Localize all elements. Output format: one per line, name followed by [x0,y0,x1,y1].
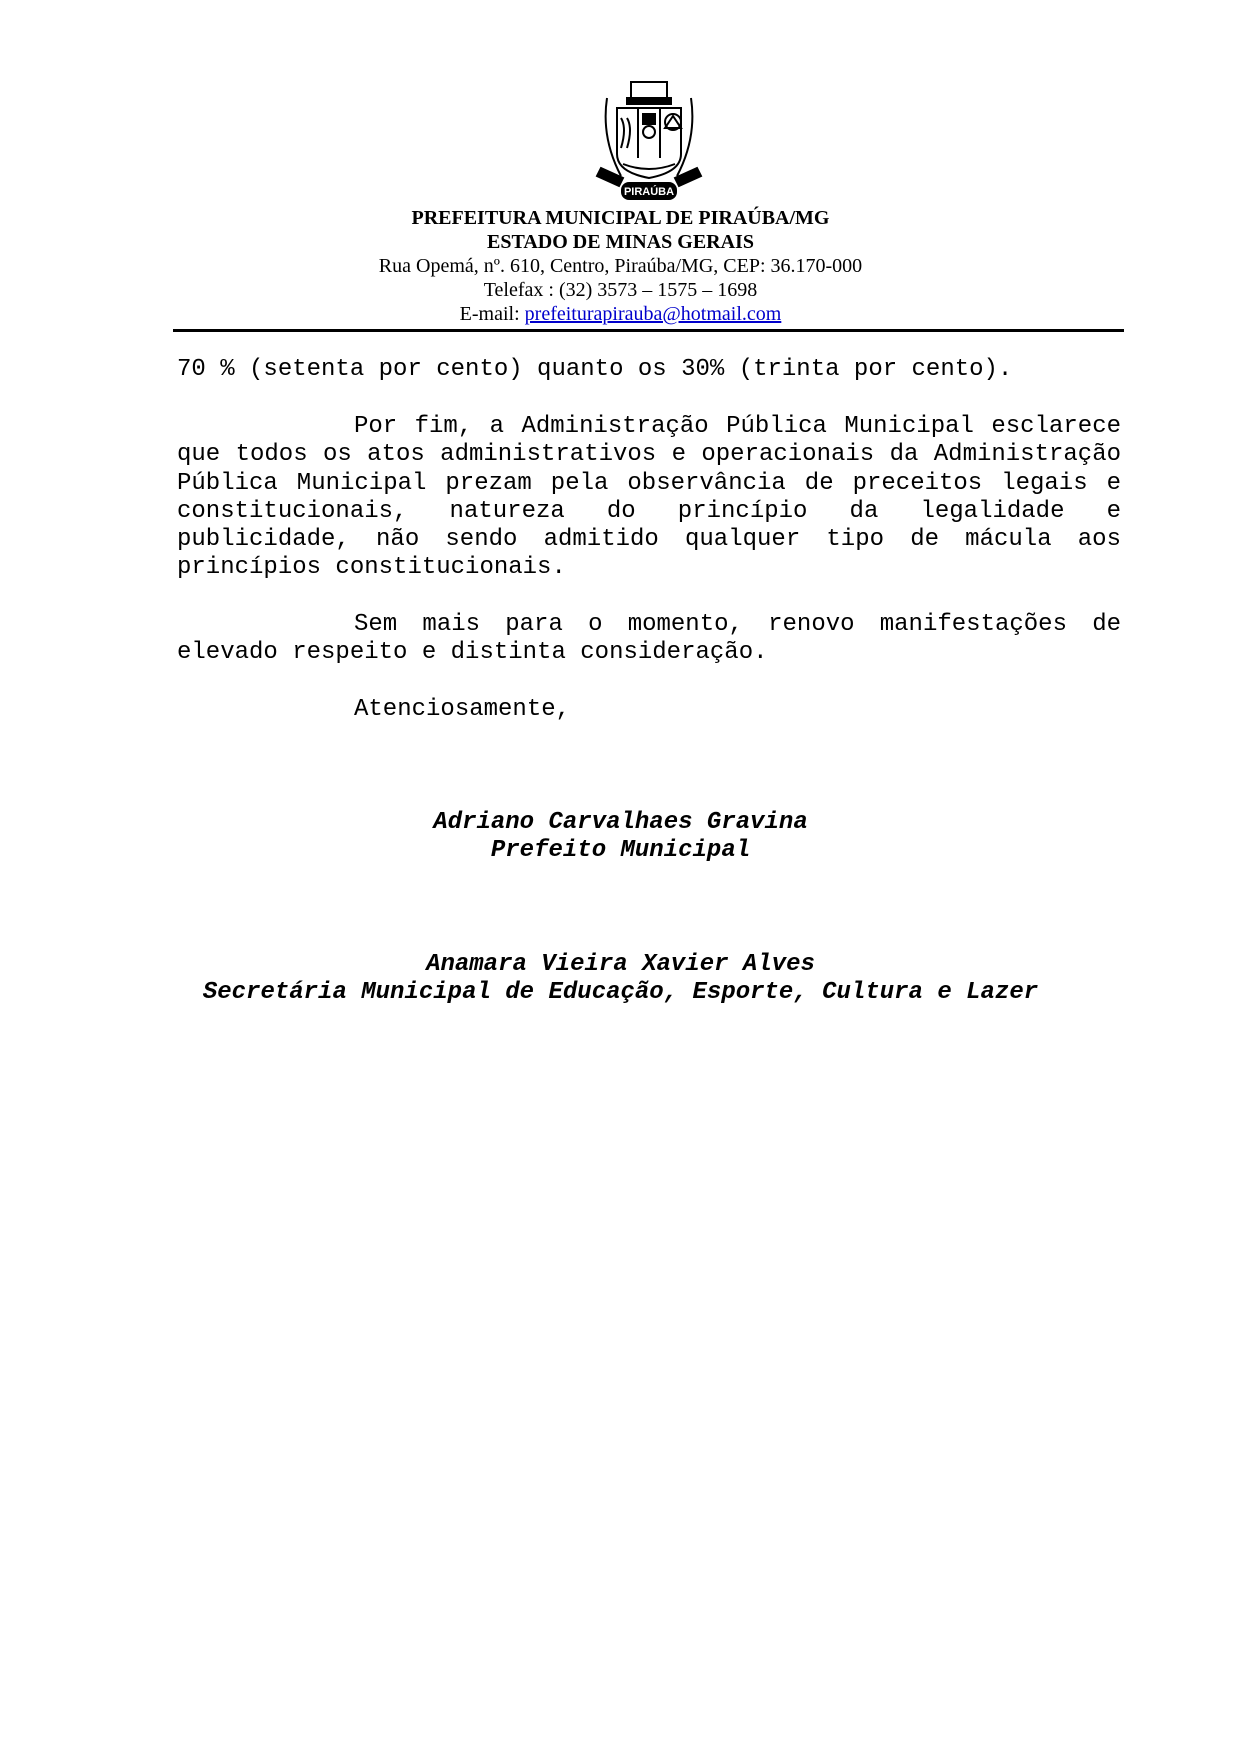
header-title: PREFEITURA MUNICIPAL DE PIRAÚBA/MG [411,207,830,229]
header-subtitle: ESTADO DE MINAS GERAIS [487,231,754,253]
closing-salutation: Atenciosamente, [354,696,571,723]
signature-name-mayor: Adriano Carvalhaes Gravina [433,809,808,836]
signature-name-secretary: Anamara Vieira Xavier Alves [426,951,815,978]
header-address: Rua Opemá, nº. 610, Centro, Piraúba/MG, CEP: 36.170-000 [378,255,863,277]
paragraph-administration: Por fim, a Administração Pública Municipal esclarece que todos os atos administrativos e operacionais da Administração Pública Municipal prezam pela observância de preceitos legais e constitucionais, natureza do princípio da legalidade e publicidade, não sendo admitido qualquer tipo de mácula aos princípios constitucionais. [177,413,1121,582]
municipal-coat-of-arms-logo [587,78,711,202]
email-label: E-mail: [459,303,525,325]
header-divider [173,329,1124,332]
signature-role-mayor: Prefeito Municipal [490,837,751,864]
header-phone: Telefax : (32) 3573 – 1575 – 1698 [483,279,758,301]
paragraph-closing-remarks: Sem mais para o momento, renovo manifestações de elevado respeito e distinta consideração. [177,611,1121,667]
signature-role-secretary: Secretária Municipal de Educação, Esporte, Cultura e Lazer [202,979,1039,1006]
email-link[interactable]: prefeiturapirauba@hotmail.com [524,303,782,325]
header-email-line [0,302,1241,326]
paragraph-continuation: 70 % (setenta por cento) quanto os 30% (trinta por cento). [177,356,1013,383]
logo-label: PIRAÚBA [623,186,675,198]
